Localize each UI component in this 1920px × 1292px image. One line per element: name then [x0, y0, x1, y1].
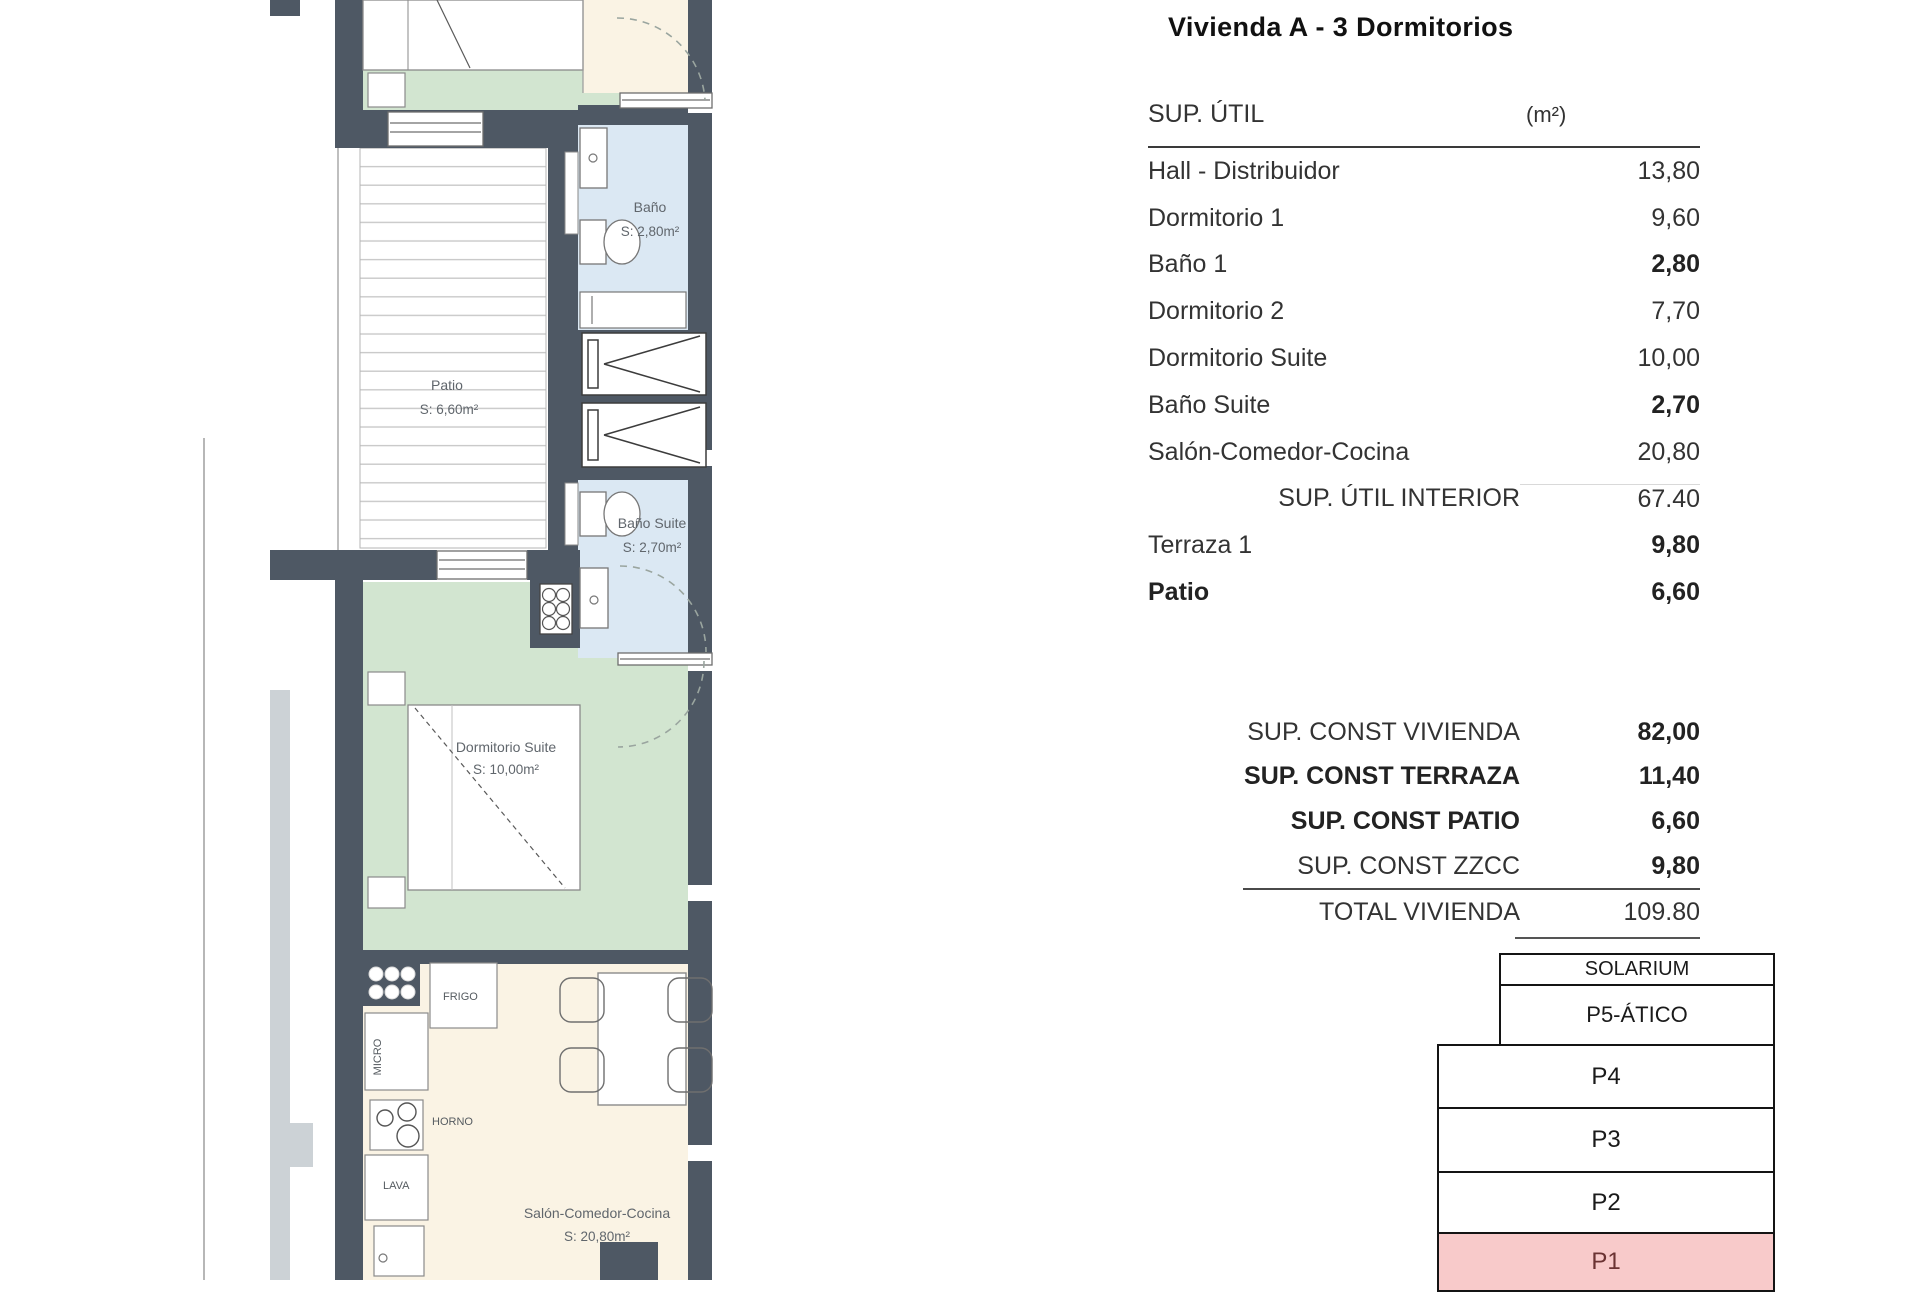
row-label: SUP. CONST TERRAZA [1244, 762, 1520, 791]
row-value: 9,80 [1651, 531, 1700, 560]
row-label: Patio [1148, 578, 1210, 607]
row-label: TOTAL VIVIENDA [1319, 898, 1520, 927]
level-p3: P3 [1437, 1107, 1775, 1173]
row-label: SUP. CONST ZZCC [1297, 851, 1520, 880]
row-label: Hall - Distribuidor [1148, 156, 1340, 185]
level-p5-atico: P5-ÁTICO [1499, 984, 1775, 1046]
row-label: Baño Suite [1148, 390, 1271, 419]
row-label: Terraza 1 [1148, 531, 1253, 560]
grand-total-underline [1515, 937, 1700, 939]
totals-row [1148, 844, 1700, 889]
table-header [1148, 100, 1700, 148]
room-label-salon: Salón-Comedor-Cocina [523, 1205, 671, 1221]
page-title: Vivienda A - 3 Dormitorios [1168, 12, 1514, 42]
washer-label: LAVA [383, 1180, 410, 1192]
totals-row [1148, 755, 1700, 800]
level-p4: P4 [1437, 1044, 1775, 1109]
row-label: SUP. CONST PATIO [1290, 806, 1520, 835]
row-value: 11,40 [1638, 762, 1700, 791]
row-value: 13,80 [1637, 156, 1700, 185]
room-label-patio: Patio [431, 377, 463, 393]
room-area-bano: S: 2,80m² [620, 224, 680, 239]
room-label-bano-suite: Baño Suite [617, 515, 687, 531]
row-value: 109.80 [1623, 898, 1700, 927]
construction-totals [1148, 710, 1700, 939]
neighbour-wall-step [270, 1123, 313, 1167]
neighbour-wall [270, 690, 290, 1280]
sup-util-table [1148, 100, 1700, 616]
table-row [1148, 335, 1700, 382]
table-header-unit: (m²) [1526, 102, 1567, 127]
room-area-salon: S: 20,80m² [563, 1229, 631, 1244]
level-solarium: SOLARIUM [1499, 953, 1775, 986]
row-label: Baño 1 [1148, 250, 1228, 279]
room-label-bano: Baño [633, 199, 667, 215]
table-row [1148, 429, 1700, 476]
row-label: Dormitorio 2 [1148, 297, 1285, 326]
row-label: SUP. CONST VIVIENDA [1247, 717, 1520, 746]
patio-deck [338, 148, 546, 550]
room-area-patio: S: 6,60m² [419, 402, 479, 417]
totals-row [1148, 710, 1700, 755]
row-value: 6,60 [1651, 806, 1700, 835]
row-value: 10,00 [1637, 344, 1700, 373]
row-value: 67.40 [1520, 484, 1700, 514]
table-row [1148, 148, 1700, 195]
row-label: SUP. ÚTIL INTERIOR [1278, 484, 1520, 513]
table-row-subtotal [1148, 476, 1700, 523]
floor-plan [0, 0, 760, 1280]
room-label-dormitorio-suite: Dormitorio Suite [455, 739, 557, 755]
table-row [1148, 288, 1700, 335]
table-row [1148, 569, 1700, 616]
row-label: Salón-Comedor-Cocina [1148, 437, 1410, 466]
table-row [1148, 522, 1700, 569]
room-area-dormitorio-suite: S: 10,00m² [472, 762, 540, 777]
row-value: 7,70 [1651, 297, 1700, 326]
row-label: Dormitorio 1 [1148, 203, 1285, 232]
level-p2: P2 [1437, 1171, 1775, 1234]
row-value: 9,80 [1651, 851, 1700, 880]
row-value: 6,60 [1651, 578, 1700, 607]
table-row [1148, 382, 1700, 429]
table-row [1148, 195, 1700, 242]
room-area-bano-suite: S: 2,70m² [622, 540, 682, 555]
fridge-label: FRIGO [443, 991, 478, 1003]
row-value: 9,60 [1651, 203, 1700, 232]
row-value: 82,00 [1637, 717, 1700, 746]
row-value: 20,80 [1637, 437, 1700, 466]
oven-label: HORNO [432, 1116, 473, 1128]
table-header-label: SUP. ÚTIL [1148, 100, 1265, 128]
grand-total-row [1148, 890, 1700, 935]
row-value: 2,70 [1651, 390, 1700, 419]
level-p1-highlighted: P1 [1437, 1232, 1775, 1292]
row-value: 2,80 [1651, 250, 1700, 279]
table-row [1148, 242, 1700, 289]
microwave-label: MICRO [372, 1038, 384, 1076]
row-label: Dormitorio Suite [1148, 344, 1328, 373]
totals-row [1148, 799, 1700, 844]
